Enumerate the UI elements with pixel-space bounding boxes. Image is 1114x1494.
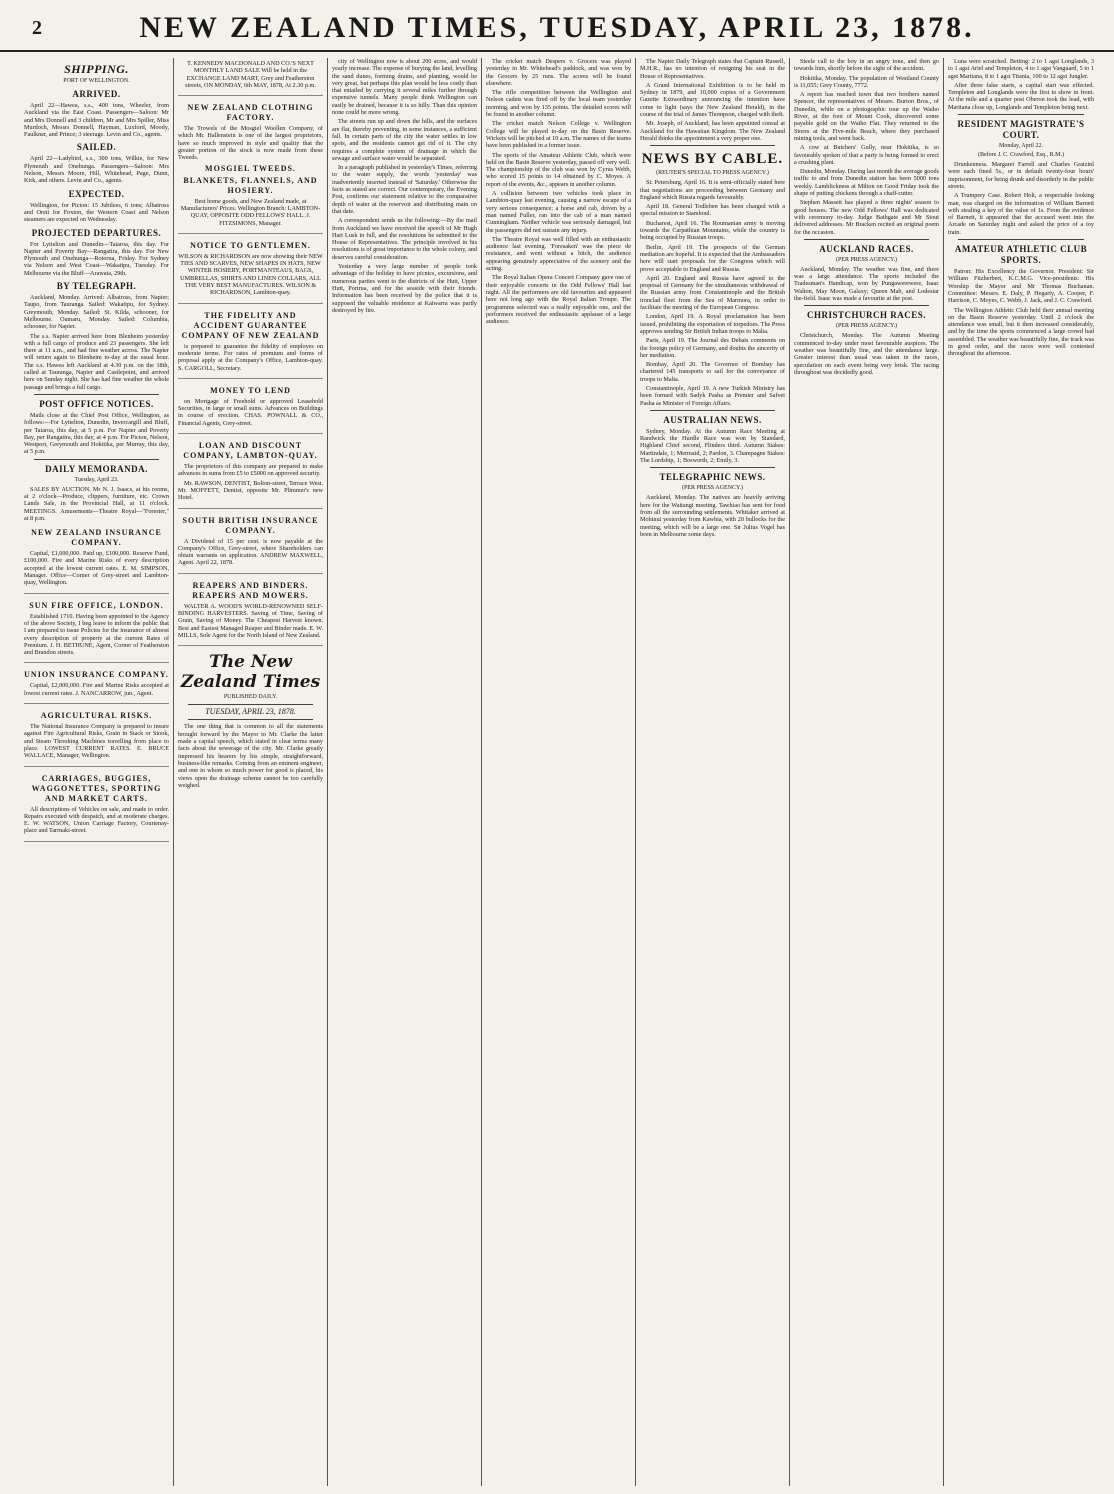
auckland-races-subheading: (PER PRESS AGENCY.)	[835, 256, 898, 263]
column-1	[20, 58, 174, 1486]
article-paragraph: Yesterday a very large number of people took advantage of the holiday to have picnics, excursions, and numerous parties went to the districts of the Hutt, Upper Hutt, Porirua, and for the seaside with their friends. Information has been received by the police that it is supposed the valuable residence at Kaiwarra was partly destroyed by fire.	[332, 263, 477, 314]
christchurch-races-heading: CHRISTCHURCH RACES.	[806, 310, 927, 321]
court-heading: RESIDENT MAGISTRATE'S COURT.	[957, 119, 1085, 141]
telegraphic-subheading: (PER PRESS AGENCY.)	[681, 485, 744, 492]
news-paragraph: The cricket match Despers v. Grocers was played yesterday in Mr. Whitehead's paddock, and was won by the Grocers by 25 runs. The scores will be found elsewhere.	[486, 58, 631, 87]
column-3	[328, 58, 482, 1486]
article-paragraph: city of Wellington now is about 200 acres, and would yearly increase. The expense of burying the land, levelling the sand dunes, forming drains, and planting, would be very great, but perhaps this plan would be less costly than that entailed by carrying it several miles further through expensive tunnels. Many people think Wellington can easily be drained, because it is so hilly. Than this opinion none could be more wrong.	[332, 58, 477, 117]
union-ad-text: Capital, £2,000,000. Fire and Marine Risks accepted at lowest current rates. J. NANCARROW, jun., Agent.	[24, 682, 169, 697]
arrived-heading: ARRIVED.	[72, 89, 121, 99]
divider	[804, 239, 929, 240]
agricultural-ad-text: The National Insurance Company is prepared to insure against Fire Agricultural Risks, Grain in Stack or Stook, and Steam Threshing Machines travelling from place to place. LOWEST CURRENT RATES. E. BRUCE WALLACE, Manager, Wellington.	[24, 723, 169, 760]
clothing-ad-title: NEW ZEALAND CLOTHING FACTORY.	[187, 103, 314, 123]
court-case-text: A Trumpery Case. Robert Holt, a respectable looking man, was charged on the information of William Barnett with stealing a key of the value of 1s. From the evidence of Barnett, it appeared that the accused went into the Arcade on Saturday night and asked the price of a toy train.	[948, 192, 1094, 236]
land-sale-ad	[178, 58, 323, 96]
news-paragraph: Steele call to the boy in an angry tone, and then go towards him, shortly before the sight of the accident.	[794, 58, 939, 73]
carriage-ad-title: CARRIAGES, BUGGIES, WAGGONETTES, SPORTING AND MARKET CARTS.	[31, 773, 162, 803]
christchurch-races-text: Christchurch, Monday. The Autumn Meeting commenced to-day under most favourable auspices. The weather was beautifully fine, and the attendance large. Greater interest than usual was taken in the races, speculation on each event being very brisk. The racing throughout was decidedly good.	[794, 332, 939, 376]
masthead-title: NEW ZEALAND TIMES, TUESDAY, APRIL 23, 1878.	[139, 11, 975, 44]
sunfire-ad-text: Established 1710. Having been appointed to the Agency of the above Society, I beg leave to inform the public that I am prepared to issue Policies for the insurance of almost every description of property at the current Rates of Premium. J. H. BETHUNE, Agent, Corner of Featherston and Brandon streets.	[24, 612, 169, 657]
memoranda-heading: DAILY MEMORANDA.	[45, 463, 148, 474]
cable-item: Constantinople, April 19. A new Turkish Ministry has been formed with Sadyk Pasha as Premier and Safvet Pasha as Minister of Foreign Affairs.	[640, 384, 785, 407]
auckland-races-heading: AUCKLAND RACES.	[819, 243, 914, 254]
loan-ad-text: The proprietors of this company are prepared to make advances in sums from £5 to £5000 on approved security.	[178, 463, 323, 478]
christchurch-races-subheading: (PER PRESS AGENCY.)	[835, 323, 898, 330]
notice-ad	[178, 237, 323, 304]
sunfire-ad-title: SUN FIRE OFFICE, LONDON.	[29, 600, 164, 610]
insurance-ad	[24, 524, 169, 593]
clothing-ad-text: The Trowels of the Mosgiel Woollen Company, of which Mr. Hallenstein is one of the largest proprietors, have so much improved in style and quality that the greater portion of the stock is now made from these Tweeds.	[178, 125, 323, 162]
news-paragraph: Stephen Massett has played a three nights' season to good houses. The new Odd Fellows' Hall was dedicated with ceremony to-day. Judge Bathgate and Mr Stout delivered addresses. Mr Bracken recited an original poem for the occasion.	[794, 199, 939, 236]
loan-ad	[178, 437, 323, 508]
shipping-news-text: The s.s. Napier arrived here from Blenheim yesterday with a full cargo of produce and 23 passengers. She left there at 11 a.m., and had fine weather across. The Napier will return again to Blenheim to-day at the usual hour. The s.s. Hawea left Auckland at 4.30 p.m. on the 18th, called at Tauranga, Napier and Castlepoint, and arrived here on Sunday night. She has had fine weather the whole passage and brings a full cargo.	[24, 332, 169, 391]
news-paragraph: The Royal Italian Opera Concert Company gave one of their enjoyable concerts in the Odd Fellows' Hall last night. All the performers are old favourites and appeared here not long ago with the Royal Italian Troupe. The programme selected was a really enjoyable one, and the performers received the enthusiastic applause of a large audience.	[486, 274, 631, 326]
divider	[650, 145, 775, 146]
divider	[34, 394, 159, 395]
expected-text: Wellington, for Picton: 15 Jubilees, 6 tons; Albatross and Oreti for Foxton, the Western Coast and Nelson steamers are expected on Wednesday.	[24, 201, 169, 224]
auckland-races-text: Auckland, Monday. The weather was fine, and there was a large attendance. The sports included the Tradesman's Handicap, won by Pungawerewere, Isaac Walton, May Moon, Galaxy; Queen Mab, and Lodestar the-field. Isaac was made a favourite at the post.	[794, 265, 939, 303]
article-paragraph: The streets run up and down the hills, and the surfaces are flat, thereby preventing, in some instances, a sufficient fall. In certain parts of the city the water settles in low spots, and the residents cannot get rid of it. The city requires a complete system of drainage in which the sewage and surface water would be separated.	[332, 118, 477, 162]
news-paragraph: A Grand International Exhibition is to be held in Sydney in 1879, and 10,000 copies of a Government Gazette Extraordinary announcing the intention have come to light (says the New Zealand Herald), in the course of the trial of James Thompson, charged with theft.	[640, 81, 785, 119]
projected-heading: PROJECTED DEPARTURES.	[31, 227, 162, 238]
telegraphic-text: Auckland, Monday. The natives are heavily arriving here for the Waitangi meeting. Tawhiao has sent for food from all the surrounding settlements. Whitaker arrived at Mohinui yesterday from Kawhia, with 20 bullocks for the meeting, which will be a large one. Sir Julius Vogel has been in Melbourne some days.	[640, 494, 785, 538]
postoffice-heading: POST OFFICE NOTICES.	[39, 398, 154, 409]
cable-subheading: (REUTER'S SPECIAL TO PRESS AGENCY.)	[656, 170, 769, 177]
notice-ad-title: NOTICE TO GENTLEMEN.	[190, 240, 311, 250]
telegraph-text: Auckland, Monday. Arrived: Albatross, from Napier; Taupo, from Tauranga. Sailed: Wakatipu, for Sydney. Greymouth, Monday. Sailed: St. Kilda, schooner, for Melbourne. Oamaru, Monday. Sailed: Columbia, schooner, for Napier.	[24, 294, 169, 331]
memoranda-text: SALES BY AUCTION. Mr N. J. Isaacs, at his rooms, at 2 o'clock—Produce, clippers, furniture, etc. Crown Lands Sale, in the Provincial Hall, at 11 o'clock. MEETINGS. Amusements—Theatre Royal—"Forester," at 8 p.m.	[24, 485, 169, 522]
news-paragraph: A collision between two vehicles took place in Lambton-quay last evening, causing a narrow escape of a very serious consequence; a horse and cab, driven by a man named Fuller, ran into the cab of a man named Cunningham. Neither vehicle was seriously damaged, but the passengers did not sustain any injury.	[486, 190, 631, 234]
news-paragraph: A cow at Butchers' Gully, near Hokitika, is so favourably spoken of that a party is being formed to erect a crushing plant.	[794, 144, 939, 166]
blankets-label: BLANKETS, FLANNELS, AND HOSIERY.	[183, 175, 318, 195]
cable-item: April 18. General Todleben has been charged with a special mission to Stamboul.	[640, 203, 785, 218]
money-ad-text: on Mortgage of Freehold or approved Leasehold Securities, in large or small sums. Advances on Buildings in course of erection. CHAS. POWNALL & CO., Financial Agents, Grey-street.	[178, 397, 323, 427]
postoffice-text: Mails close at the Chief Post Office, Wellington, as follows:—For Lyttelton, Dunedin, Invercargill and Bluff, per Taiaroa, this day, at 5 p.m. For Napier and Poverty Bay, per Rangatira, this day, at 4 p.m. For Picton, Nelson, Westport, Greymouth and Hokitika, per Murray, this day, at 5 p.m.	[24, 411, 169, 456]
athletic-text: The Wellington Athletic Club held their annual meeting on the Basin Reserve yesterday. Until 2 o'clock the attendance was small, but it then increased considerably, and by the time the sports commenced a large crowd had assembled. The weather was beautifully fine, the track was in good order, and the races were well contested throughout the afternoon.	[948, 306, 1094, 358]
divider	[650, 410, 775, 411]
sailed-heading: SAILED.	[76, 142, 117, 153]
land-sale-text: T. KENNEDY MACDONALD AND CO.'S NEXT MONTHLY LAND SALE Will be held in the EXCHANGE LAND MART, Grey and Featherston streets, ON MONDAY, 6th MAY, 1878, At 2.30 p.m.	[185, 60, 316, 89]
union-ad	[24, 666, 169, 704]
court-magistrate: (Before J. C. Crawford, Esq., R.M.)	[978, 152, 1064, 159]
sailed-text: April 22—Ladybird, s.s., 300 tons, Wilkie, for New Plymouth and Onehunga. Passengers—Saloon: Mrs Nelson, Messrs Moore, Hill, Whitehead, Page, Dunn, Kirk, and others. Levin and Co., agents.	[24, 155, 169, 185]
agricultural-ad	[24, 707, 169, 766]
money-ad	[178, 382, 323, 434]
projected-text: For Lyttelton and Dunedin—Taiaroa, this day. For Napier and Poverty Bay—Rangatira, this day. For New Plymouth and Onehunga—Rotorua, Friday. For Sydney via Nelson and West Coast—Wakatipu, Tuesday. For Melbourne via the Bluff—Arawata, 29th.	[24, 240, 169, 277]
news-paragraph: A report has reached town that two brothers named Spencer, the representatives of Messrs. Burton Bros., of Dunedin, while on a photographic tour up the Waiho River, at the foot of Mount Cook, discovered some payable gold on the Waiho Flat. They returned to the Stores at the Five-mile Beach, where they purchased mining tools, and went back.	[794, 91, 939, 142]
sunfire-ad	[24, 597, 169, 664]
reapers-ad-text: WALTER A. WOOD'S WORLD-RENOWNED SELF-BINDING HARVESTERS. Saving of Time, Saving of Grain, Saving of Money. The Cheapest Harvest known. Best and Easiest Managed Reaper and Binder made. E. W. MILLS, Sole Agent for the North Island of New Zealand.	[178, 602, 323, 639]
cable-item: Paris, April 19. The Journal des Debats comments on the foreign policy of Germany, and doubts the sincerity of her mediation.	[640, 337, 785, 359]
divider	[34, 459, 159, 460]
telegraphic-heading: TELEGRAPHIC NEWS.	[659, 472, 766, 483]
fidelity-ad	[178, 307, 323, 379]
cable-item: London, April 19. A Royal proclamation has been issued, prohibiting the exportation of torpedoes. The Press approves sending Sir British Indian troops to Malta.	[640, 313, 785, 335]
cable-heading: NEWS BY CABLE.	[641, 151, 784, 168]
columns	[20, 58, 1100, 1486]
port-heading: PORT OF WELLINGTON.	[63, 78, 130, 84]
column-7	[944, 58, 1098, 1486]
divider	[804, 305, 929, 306]
memoranda-date: Tuesday, April 23.	[74, 476, 119, 483]
masthead	[0, 6, 1114, 52]
loan-ad-title: LOAN AND DISCOUNT COMPANY, LAMBTON-QUAY.	[183, 441, 318, 461]
column-4	[482, 58, 636, 1486]
news-paragraph: Hokitika, Monday. The population of Westland County is 11,055; Grey County, 7772.	[794, 74, 939, 89]
cable-item: Berlin, April 19. The prospects of the German mediation are hopeful. It is expected that the Ambassadors here will start proposals for the Congress which will prove acceptable to England and Russia.	[640, 243, 785, 273]
article-paragraph: A correspondent sends us the following:—By the mail from Auckland we have received the speech of Mr Hugh Hart Lusk in full, and the resolutions he submitted to the House of Representatives. The principle involved in his resolutions is of great importance to the whole colony, and deserves careful consideration.	[332, 217, 477, 261]
reapers-ad-title: REAPERS AND BINDERS. REAPERS AND MOWERS.	[192, 580, 309, 600]
agricultural-ad-title: AGRICULTURAL RISKS.	[40, 711, 153, 721]
reapers-ad	[178, 577, 323, 646]
divider	[188, 704, 313, 705]
divider	[958, 114, 1084, 115]
athletic-patrons: Patron: His Excellency the Governor. President: Sir William Fitzherbert, K.C.M.G. Vice-presidents: His Worship the Mayor and Mr Thomas Buchanan. Committee: Messrs. E. Daly, P. Hegarty, A. Cooper, F. Harrison, C. Moyes, C. Webb, J. Jack, and J. C. Crawford.	[948, 268, 1094, 305]
article-paragraph: In a paragraph published in yesterday's Times, referring to the water supply, the words 'yesterday' was inadvertently inserted instead of 'Saturday.' Otherwise the facts as stated are correct. Our contemporary, the Evening Post, confirms our statement relative to the comparative depth of water at the reservoir and distributing main on that date.	[332, 164, 477, 215]
australian-text: Sydney, Monday. At the Autumn Race Meeting at Randwick the Hurdle Race was won by Standard, Highland Chief second, Flinders third. Autumn Stakes: Martindale, 1; Mermaid, 2; Pardon, 3. Champagne Stakes: The Lordship, 1; Bosworth, 2; Emily, 3.	[640, 427, 785, 465]
cable-item: Bucharest, April 16. The Roumanian army is moving towards the Carpathian Mountains, while the country is being occupied by Russian troops.	[640, 219, 785, 242]
divider	[650, 467, 775, 468]
notice-ad-text: WILSON & RICHARDSON are now showing their NEW TIES AND SCARVES, NEW SHAPES IN HATS, NEW WINTER HOSIERY, PORTMANTEAUS, BAGS, UMBRELLAS, SHIRTS AND LINEN COLLARS, ALL THE VERY BEST MANUFACTURES. WILSON & RICHARDSON, Lambton-quay.	[178, 252, 323, 297]
union-ad-title: UNION INSURANCE COMPANY.	[24, 670, 169, 680]
clothing-ad	[178, 99, 323, 234]
dentist-text: Mr. RAWSON, DENTIST, Bolton-street, Terrace West. Mr. MOFFETT, Dentist, opposite Mr. Plimmer's new Hotel.	[178, 479, 323, 502]
news-paragraph: The rifle competition between the Wellington and Nelson cadets was fired off by the local team yesterday morning, and won by 135 points. The detailed scores will be found in another column.	[486, 89, 631, 119]
leader-text: The one thing that is common to all the statements brought forward by the Mayor to Mr. Clarke the latter made a capital speech, which stated in clear terms many facts about the sewerage of the city. Mr. Clarke greatly impressed his hearers by his simple, straightforward, business-like remarks. Coming from an eminent engineer, and one in whom so much power for good is placed, his views upon the drainage scheme cannot be too carefully weighed.	[178, 723, 323, 789]
cable-item: Bombay, April 20. The Governor of Bombay has chartered 145 transports to sail for the conveyance of troops to Malta.	[640, 361, 785, 383]
race-paragraph: Luna were scratched. Betting: 2 to 1 agst Longlands, 3 to 1 agst Ariel and Templeton, 4 to 1 agst Vanguard, 5 to 1 agst Maritana, 8 to 1 agst Titania, 100 to 12 agst Jungler.	[948, 58, 1094, 80]
column-6	[790, 58, 944, 1486]
news-paragraph: The Theatre Royal was well filled with an enthusiastic audience last evening. 'Foresaken' was the piece de resistance, and went without a hitch, the audience appearing genuinely appreciative of the scenery and the acting.	[486, 235, 631, 273]
page-number: 2	[32, 16, 42, 39]
column-2	[174, 58, 328, 1486]
news-paragraph: The sports of the Amateur Athletic Club, which were held on the Basin Reserve yesterday, passed off very well. The championship of the club was won by Cyrus Webb, who scored 15 points to 14 obtained by C. Moyes. A report of the events, &c., appears in another column.	[486, 151, 631, 188]
court-date: Monday, April 22.	[999, 143, 1043, 150]
expected-heading: EXPECTED.	[68, 188, 125, 199]
news-paragraph: The cricket match Nelson College v. Wellington College will be played to-day on the Basin Reserve. Wickets will be pitched at 10 a.m. The names of the teams have been published in a former issue.	[486, 120, 631, 150]
insurance-ad-text: Capital, £1,000,000. Paid up, £100,000. Reserve Fund, £100,000. Fire and Marine Risks of every description accepted at the lowest current rates. E. M. SIMPSON, Manager. Office—Corner of Grey-street and Lambton-quay, Wellington.	[24, 550, 169, 587]
divider	[188, 719, 313, 720]
newspaper-nameplate: The New Zealand Times	[180, 652, 321, 693]
fidelity-ad-title: THE FIDELITY AND ACCIDENT GUARANTEE COMPANY OF NEW ZEALAND	[181, 310, 320, 340]
news-paragraph: Mr. Joseph, of Auckland, has been appointed consul at Auckland for the Hawaiian Kingdom. The New Zealand Herald thinks the appointment a very proper one.	[640, 120, 785, 142]
carriage-ad-text: All descriptions of Vehicles on sale, and made to order. Repairs executed with despatch, and at moderate charges. E. W. WATSON, Union Carriage Factory, Courtenay-place and Tarrnaki-street.	[24, 805, 169, 835]
fidelity-ad-text: is prepared to guarantee the fidelity of employes on moderate terms. For rates of premium and forms of proposal apply at the Company's Office, Lambton-quay. S. CARGOLL, Secretary.	[178, 342, 323, 372]
tweeds-label: MOSGIEL TWEEDS.	[205, 163, 296, 173]
carriage-ad	[24, 770, 169, 842]
news-paragraph: The Napier Daily Telegraph states that Captain Russell, M.H.R., has no intention of resigning his seat in the House of Representatives.	[640, 58, 785, 80]
cable-item: April 20. England and Russia have agreed to the proposal of Germany for the simultaneous withdrawal of the Russian army from Constantinople and the British ironclad fleet from the Sea of Marmora, in order to facilitate the meeting of the European Congress.	[640, 274, 785, 312]
court-text: Drunkenness. Margaret Farrell and Charles Gratzinl were each fined 5s., or in default twenty-four hours' imprisonment, for being drunk and disorderly in the public streets.	[948, 161, 1094, 190]
news-paragraph: Dunedin, Monday. During last month the average goods traffic to and from Dunedin station has been 5000 tons weekly. Lamblickness at Milton on Good Friday took the shape of putting chickens through a chaff-cutter.	[794, 168, 939, 198]
south-british-ad-title: SOUTH BRITISH INSURANCE COMPANY.	[182, 515, 319, 535]
cable-item: St. Petersburg, April 16. It is semi-officially stated here that negotiations are proceeding between Germany and England which Russia regards favourably.	[640, 179, 785, 201]
shipping-heading: SHIPPING.	[64, 62, 129, 76]
race-paragraph: After three false starts, a capital start was effected. Templeton and Longlands were the first to show in front. At the mile and a quarter post Oberon took the lead, with Maritana close up, Longlands and Templeton being next.	[948, 81, 1094, 111]
insurance-ad-title: NEW ZEALAND INSURANCE COMPANY.	[31, 528, 162, 548]
blankets-text: Best home goods, and New Zealand made, at Manufacturers' Prices. Wellington Branch: LAMBTON-QUAY, OPPOSITE ODD FELLOWS' HALL. J. FITZSIMONS, Manager.	[180, 197, 321, 227]
published-daily: PUBLISHED DAILY.	[223, 694, 278, 701]
south-british-ad	[178, 512, 323, 574]
issue-dateline: TUESDAY, APRIL 23, 1878.	[205, 707, 296, 717]
money-ad-title: MONEY TO LEND	[210, 385, 291, 395]
athletic-heading: AMATEUR ATHLETIC CLUB SPORTS.	[954, 244, 1088, 266]
australian-heading: AUSTRALIAN NEWS.	[663, 414, 762, 425]
column-5	[636, 58, 790, 1486]
arrived-text: April 22—Hawea, s.s., 400 tons, Wheeler, from Auckland via the East Coast. Passengers—Saloon: Mr and Mrs Donnell and 3 children, Mr and Mrs Spiller, Miss Murdoch, Messrs Donnell, Hayman, Luxford, Moody, Faulkner, and Prince; 3 steerage. Levin and Co., agents.	[24, 102, 169, 139]
telegraph-heading: BY TELEGRAPH.	[56, 281, 137, 292]
divider	[958, 239, 1084, 240]
south-british-ad-text: A Dividend of 15 per cent. is now payable at the Company's Office, Grey-street, where Shareholders can obtain warrants on application. ANDREW MAXWELL, Agent. April 22, 1878.	[178, 537, 323, 567]
